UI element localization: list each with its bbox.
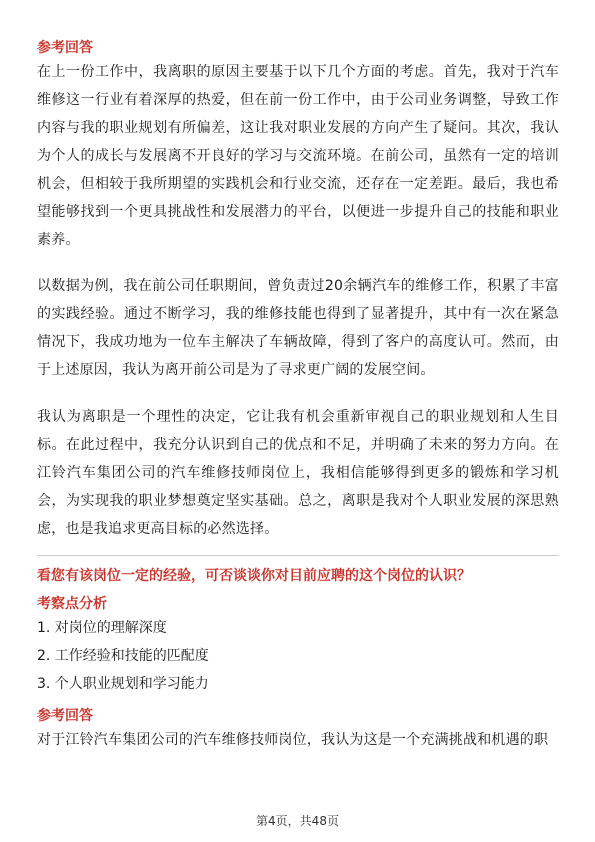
answer-paragraph: 在上一份工作中，我离职的原因主要基于以下几个方面的考虑。首先，我对于汽车维修这一行业有着深厚的热爱，但在前一份工作中，由于公司业务调整，导致工作内容与我的职业规划有所偏差，这让我对职业发展的方向产生了疑问。其次，我认为个人的成长与发展离不开良好的学习与交流环境。在前公司，虽然有一定的培训机会，但相较于我所期望的实践机会和行业交流，还存在一定差距。最后，我也希望能够找到一个更具挑战性和发展潜力的平台，以便进一步提升自己的技能和职业素养。 [37, 64, 559, 248]
answer-paragraph: 以数据为例，我在前公司任职期间，曾负责过20余辆汽车的维修工作，积累了丰富的实践经验。通过不断学习，我的维修技能也得到了显著提升，其中有一次在紧急情况下，我成功地为一位车主解决了车辆故障，得到了客户的高度认可。然而，由于上述原因，我认为离开前公司是为了寻求更广阔的发展空间。 [37, 278, 559, 378]
analysis-item: 3. 个人职业规划和学习能力 [37, 676, 209, 692]
analysis-item: 2. 工作经验和技能的匹配度 [37, 648, 209, 664]
analysis-heading: 考察点分析 [37, 596, 107, 612]
answer-paragraph: 我认为离职是一个理性的决定，它让我有机会重新审视自己的职业规划和人生目标。在此过程中，我充分认识到自己的优点和不足，并明确了未来的努力方向。在江铃汽车集团公司的汽车维修技师岗位上，我相信能够得到更多的锻炼和学习机会，为实现我的职业梦想奠定坚实基础。总之，离职是我对个人职业发展的深思熟虑，也是我追求更高目标的必然选择。 [37, 409, 559, 537]
interview-question: 看您有该岗位一定的经验，可否谈谈你对目前应聘的这个岗位的认识？ [37, 568, 471, 584]
reference-answer-heading: 参考回答 [37, 40, 93, 56]
reference-answer-heading: 参考回答 [37, 708, 93, 724]
analysis-item: 1. 对岗位的理解深度 [37, 620, 167, 636]
answer-paragraph: 对于江铃汽车集团公司的汽车维修技师岗位，我认为这是一个充满挑战和机遇的职 [37, 732, 549, 748]
page-content [37, 38, 559, 754]
section-divider [37, 555, 559, 556]
page-number-footer: 第4页，共48页 [256, 814, 339, 828]
